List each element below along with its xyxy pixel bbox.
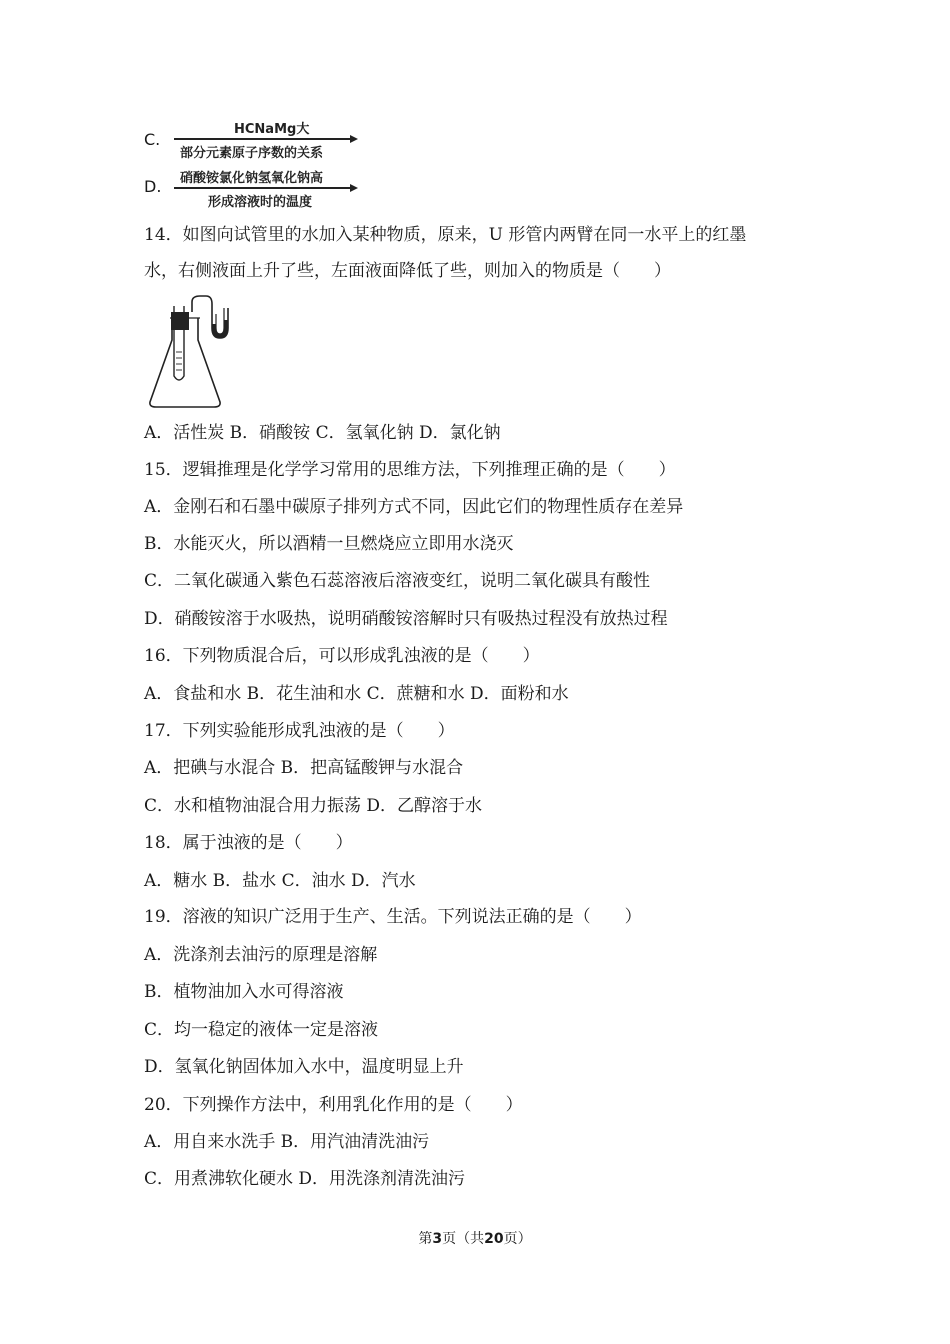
arrow-bottom-label: 部分元素原子序数的关系 — [180, 146, 324, 161]
q14-stem-line-2: 水，右侧液面上升了些，左面液面降低了些，则加入的物质是（ ） — [144, 261, 671, 281]
q16-options: A．食盐和水 B．花生油和水 C．蔗糖和水 D．面粉和水 — [144, 684, 569, 704]
q18-stem: 18．属于浊液的是（ ） — [144, 833, 353, 853]
q15-option-d: D．硝酸铵溶于水吸热，说明硝酸铵溶解时只有吸热过程没有放热过程 — [144, 609, 668, 629]
q13-option-d — [144, 167, 374, 211]
q19-option-c: C．均一稳定的液体一定是溶液 — [144, 1020, 379, 1040]
footer-page-number: 3 — [432, 1231, 443, 1247]
q17-options-cd: C．水和植物油混合用力振荡 D．乙醇溶于水 — [144, 796, 483, 816]
footer-mid: 页（共 — [442, 1231, 485, 1247]
q17-stem: 17．下列实验能形成乳浊液的是（ ） — [144, 721, 455, 741]
arrow-bottom-label: 形成溶液时的温度 — [208, 195, 313, 210]
q15-option-c: C．二氧化碳通入紫色石蕊溶液后溶液变红，说明二氧化碳具有酸性 — [144, 571, 651, 591]
footer-suffix: 页） — [503, 1231, 532, 1247]
arrow-top-label: 硝酸铵氯化钠氢氧化钠高 — [180, 171, 324, 186]
q18-options: A．糖水 B．盐水 C．油水 D．汽水 — [144, 871, 416, 891]
q14-stem-line-1: 14．如图向试管里的水加入某种物质，原来，U 形管内两臂在同一水平上的红墨 — [144, 225, 747, 245]
q20-options-ab: A．用自来水洗手 B．用汽油清洗油污 — [144, 1132, 430, 1152]
arrow-top-label: HCNaMg大 — [234, 122, 310, 137]
q16-stem: 16．下列物质混合后，可以形成乳浊液的是（ ） — [144, 646, 540, 666]
arrow-head-icon — [350, 135, 358, 143]
q15-option-b: B．水能灭火，所以酒精一旦燃烧应立即用水浇灭 — [144, 534, 514, 554]
option-letter: D. — [144, 177, 162, 196]
q20-stem: 20．下列操作方法中，利用乳化作用的是（ ） — [144, 1095, 523, 1115]
q15-stem: 15．逻辑推理是化学学习常用的思维方法，下列推理正确的是（ ） — [144, 460, 676, 480]
footer-total-pages: 20 — [484, 1231, 504, 1247]
option-letter: C. — [144, 130, 161, 149]
arrow-head-icon — [350, 184, 358, 192]
q20-options-cd: C．用煮沸软化硬水 D．用洗涤剂清洗油污 — [144, 1169, 466, 1189]
q19-stem: 19．溶液的知识广泛用于生产、生活。下列说法正确的是（ ） — [144, 907, 642, 927]
q19-option-a: A．洗涤剂去油污的原理是溶解 — [144, 945, 378, 965]
arrow-shaft — [174, 138, 352, 140]
q15-option-a: A．金刚石和石墨中碳原子排列方式不同，因此它们的物理性质存在差异 — [144, 497, 684, 517]
q19-option-b: B．植物油加入水可得溶液 — [144, 982, 344, 1002]
q17-options-ab: A．把碘与水混合 B．把高锰酸钾与水混合 — [144, 758, 464, 778]
q13-option-c — [144, 118, 374, 162]
arrow-shaft — [174, 187, 352, 189]
page-footer — [0, 1228, 950, 1248]
q14-options: A．活性炭 B．硝酸铵 C．氢氧化钠 D．氯化钠 — [144, 423, 501, 443]
footer-prefix: 第 — [418, 1231, 433, 1247]
q19-option-d: D．氢氧化钠固体加入水中，温度明显上升 — [144, 1057, 464, 1077]
flask-u-tube-figure — [144, 292, 244, 412]
